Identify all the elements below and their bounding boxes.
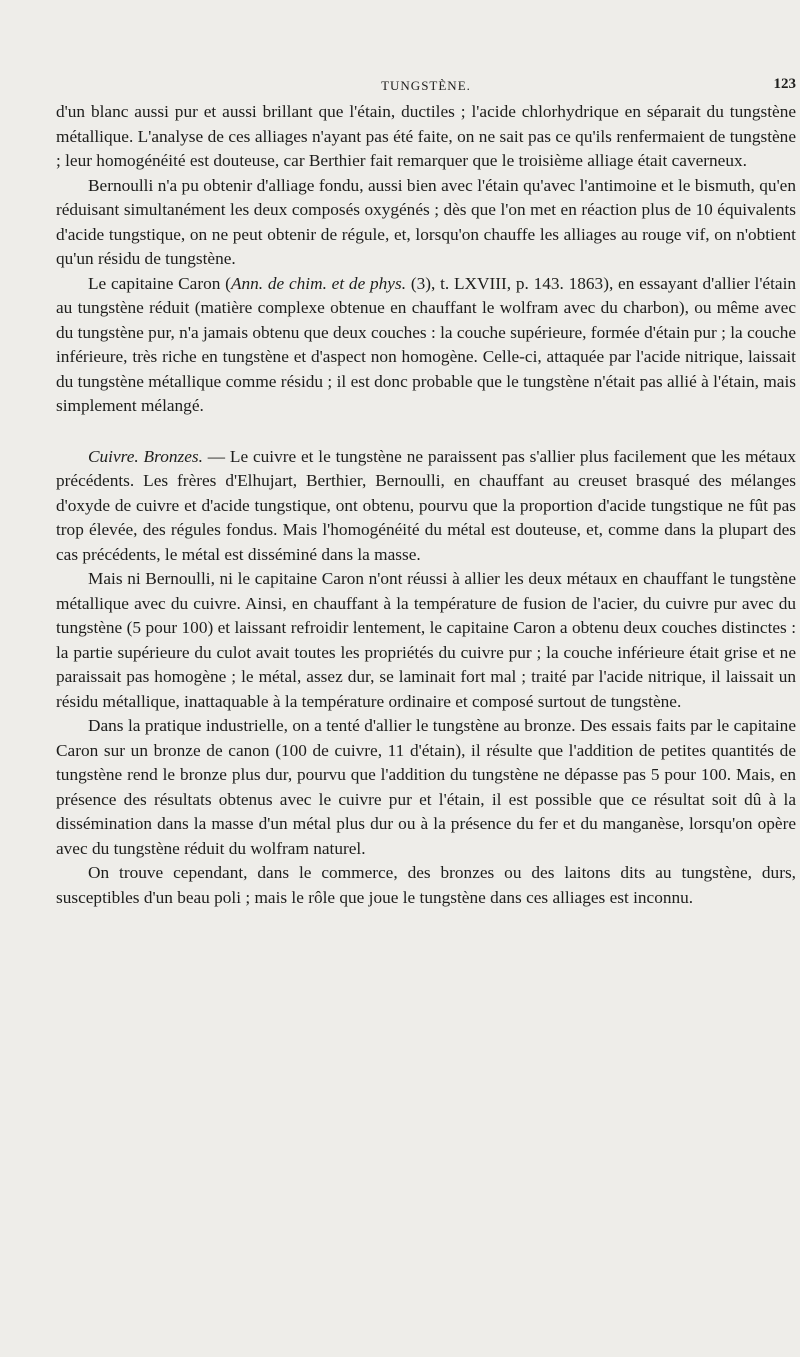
paragraph-text: Le capitaine Caron ( bbox=[88, 273, 231, 293]
paragraph: Dans la pratique industrielle, on a tenté d'allier le tungstène au bronze. Des essais faits par le capitaine Caron sur un bronze de canon (100 de cuivre, 11 d'étain), il résulte que l'addition de petites quantités de tungstène rend le bronze plus dur, pourvu que l'addition du tungstène ne dépasse pas 5 pour 100. Mais, en présence des résultats obtenus avec le cuivre pur et l'étain, il est possible que ce résultat soit dû à la dissémination dans la masse d'un métal plus dur ou à la présence du fer et du manganèse, lorsqu'on opère avec du tungstène réduit du wolfram naturel. bbox=[56, 716, 796, 858]
body-text bbox=[56, 100, 796, 910]
paragraph: Bernoulli n'a pu obtenir d'alliage fondu, aussi bien avec l'étain qu'avec l'antimoine et le bismuth, qu'en réduisant simultanément les deux composés oxygénés ; dès que l'on met en réaction plus de 10 équivalents d'acide tungstique, on ne peut obtenir de régule, et, lorsqu'on chauffe les alliages au rouge vif, on n'obtient qu'un résidu de tungstène. bbox=[56, 175, 796, 268]
page-number: 123 bbox=[773, 76, 796, 92]
paragraph bbox=[56, 272, 796, 419]
section-heading: Cuivre. Bronzes. bbox=[88, 446, 203, 466]
paragraph-text: — Le cuivre et le tungstène ne paraissent pas s'allier plus facilement que les métaux précédents. Les frères d'Elhujart, Berthier, Bernoulli, en chauffant au creuset brasqué des mélanges d'oxyde de cuivre et d'acide tungstique, ont obtenu, pourvu que la proportion d'acide tungstique ne fût pas trop élevée, des régules fondus. Mais l'homogénéité du métal est douteuse, et, comme dans la plupart des cas précédents, le métal est disséminé dans la masse. bbox=[56, 446, 796, 564]
journal-citation: Ann. de chim. et de phys. bbox=[230, 273, 407, 293]
page-header bbox=[56, 76, 796, 100]
running-title: TUNGSTÈNE. bbox=[381, 78, 471, 93]
paragraph: On trouve cependant, dans le commerce, des bronzes ou des laitons dits au tungstène, durs, susceptibles d'un beau poli ; mais le rôle que joue le tungstène dans ces alliages est inconnu. bbox=[56, 863, 796, 907]
paragraph bbox=[56, 445, 796, 568]
paragraph: Mais ni Bernoulli, ni le capitaine Caron n'ont réussi à allier les deux métaux en chauffant le tungstène métallique avec du cuivre. Ainsi, en chauffant à la température de fusion de l'acier, du cuivre pur avec du tungstène (5 pour 100) et laissant refroidir lentement, le capitaine Caron a obtenu deux couches distinctes : la partie supérieure du culot avait toutes les propriétés du cuivre pur ; la couche inférieure était grise et ne paraissait pas homogène ; le métal, assez dur, se laminait fort mal ; traité par l'acide nitrique, il laissait un résidu métallique, inattaquable à la température ordinaire et composé surtout de tungstène. bbox=[56, 569, 796, 711]
paragraph-text: (3), t. LXVIII, p. 143. 1863), en essayant d'allier l'étain au tungstène réduit (matière complexe obtenue en chauffant le wolfram avec du charbon), ou même avec du tungstène pur, n'a jamais obtenu que deux couches : la couche supérieure, formée d'étain pur ; la couche inférieure, très riche en tungstène et d'aspect non homogène. Celle-ci, attaquée par l'acide nitrique, laissait du tungstène métallique comme résidu ; il est donc probable que le tungstène n'était pas allié à l'étain, mais simplement mélangé. bbox=[56, 273, 797, 415]
paragraph: d'un blanc aussi pur et aussi brillant que l'étain, ductiles ; l'acide chlorhydrique en séparait du tungstène métallique. L'analyse de ces alliages n'ayant pas été faite, on ne sait pas ce qu'ils renfermaient de tungstène ; leur homogénéité est douteuse, car Berthier fait remarquer que le troisième alliage était caverneux. bbox=[56, 102, 796, 170]
